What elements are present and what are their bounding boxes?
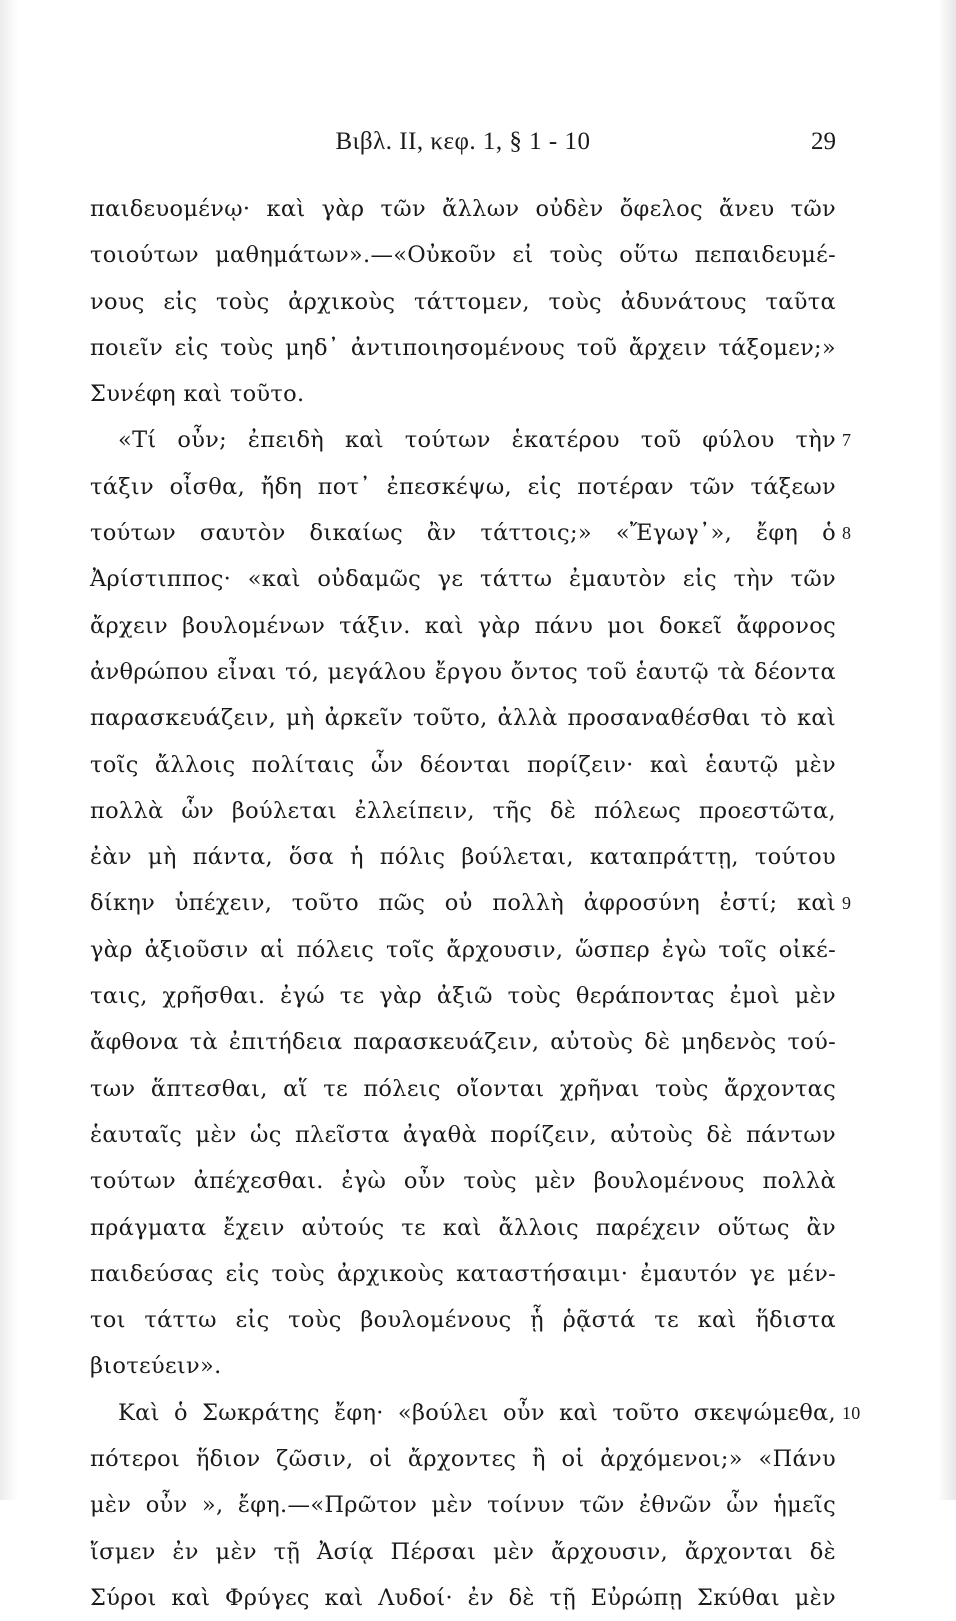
text-line: Συνέφη καὶ τοῦτο. <box>90 381 305 408</box>
text-line: ἴσμεν ἐν μὲν τῇ Ἀσίᾳ Πέρσαι μὲν ἄρχουσιν, ἄρχονται δὲ <box>90 1538 836 1565</box>
text-line: ἀνθρώπου εἶναι τό, μεγάλου ἔργου ὄντος τοῦ ἑαυτῷ τὰ δέοντα <box>90 658 836 685</box>
text-line: ταις, χρῆσθαι. ἐγώ τε γὰρ ἀξιῶ τοὺς θεράποντας ἐμοὶ μὲν <box>90 983 836 1010</box>
text-line: πράγματα ἔχειν αὐτούς τε καὶ ἄλλοις παρέχειν οὕτως ἂν <box>90 1214 836 1241</box>
text-line: νους εἰς τοὺς ἀρχικοὺς τάττομεν, τοὺς ἀδυνάτους ταῦτα <box>90 288 836 315</box>
text-line: Σύροι καὶ Φρύγες καὶ Λυδοί· ἐν δὲ τῇ Εὐρώπῃ Σκύθαι μὲν <box>90 1584 836 1611</box>
text-line: ἐὰν μὴ πάντα, ὅσα ἡ πόλις βούλεται, καταπράττῃ, τούτου <box>90 844 836 871</box>
text-line: παρασκευάζειν, μὴ ἀρκεῖν τοῦτο, ἀλλὰ προσαναθέσθαι τὸ καὶ <box>90 705 836 732</box>
section-number: 10 <box>842 1402 861 1423</box>
running-head: Βιβλ. II, κεφ. 1, § 1 - 10 <box>335 128 591 155</box>
text-line: «Τί οὖν; ἐπειδὴ καὶ τούτων ἑκατέρου τοῦ φύλου τὴν 7 <box>90 417 836 463</box>
text-line: Ἀρίστιππος· «καὶ οὐδαμῶς γε τάττω ἐμαυτὸν εἰς τὴν τῶν <box>90 566 836 593</box>
text-line: τούτων ἀπέχεσθαι. ἐγὼ οὖν τοὺς μὲν βουλομένους πολλὰ <box>90 1168 836 1195</box>
page-number: 29 <box>811 128 836 155</box>
text-line: ἄρχειν βουλομένων τάξιν. καὶ γὰρ πάνυ μοι δοκεῖ ἄφρονος <box>90 612 836 639</box>
text-line: παιδευομένῳ· καὶ γὰρ τῶν ἄλλων οὐδὲν ὄφελος ἄνευ τῶν <box>90 196 836 222</box>
text-line: τοιούτων μαθημάτων».—«Οὐκοῦν εἰ τοὺς οὕτω πεπαιδευμέ- <box>90 242 836 269</box>
section-number: 8 <box>842 523 852 544</box>
text-line: Καὶ ὁ Σωκράτης ἔφη· «βούλει οὖν καὶ τοῦτο σκεψώμεθα, 10 <box>90 1390 836 1436</box>
text-line: πολλὰ ὧν βούλεται ἐλλείπειν, τῆς δὲ πόλεως προεστῶτα, <box>90 797 836 824</box>
text-line: παιδεύσας εἰς τοὺς ἀρχικοὺς καταστήσαιμι· ἐμαυτόν γε μέν- <box>90 1260 836 1287</box>
body-text <box>90 186 861 1621</box>
section-number: 9 <box>842 893 852 914</box>
text-line: τοῖς ἄλλοις πολίταις ὧν δέονται πορίζειν· καὶ ἑαυτῷ μὲν <box>90 751 836 778</box>
text-line: πότεροι ἥδιον ζῶσιν, οἱ ἄρχοντες ἢ οἱ ἀρχόμενοι;» «Πάνυ <box>90 1446 836 1473</box>
text-line: τάξιν οἶσθα, ἤδη ποτ᾽ ἐπεσκέψω, εἰς ποτέραν τῶν τάξεων <box>90 473 836 500</box>
section-number: 7 <box>842 430 852 451</box>
text-line: γὰρ ἀξιοῦσιν αἱ πόλεις τοῖς ἄρχουσιν, ὥσπερ ἐγὼ τοῖς οἰκέ- <box>90 936 836 963</box>
text-line: μὲν οὖν », ἔφη.—«Πρῶτον μὲν τοίνυν τῶν ἐθνῶν ὧν ἡμεῖς <box>90 1492 836 1519</box>
text-line: ἄφθονα τὰ ἐπιτήδεια παρασκευάζειν, αὐτοὺς δὲ μηδενὸς τού- <box>90 1029 836 1056</box>
text-line: των ἅπτεσθαι, αἵ τε πόλεις οἴονται χρῆναι τοὺς ἄρχοντας <box>90 1075 836 1102</box>
page-header <box>90 128 836 168</box>
text-line: δίκην ὑπέχειν, τοῦτο πῶς οὐ πολλὴ ἀφροσύνη ἐστί; καὶ 9 <box>90 880 836 926</box>
text-line: ποιεῖν εἰς τοὺς μηδ᾽ ἀντιποιησομένους τοῦ ἄρχειν τάξομεν;» <box>90 334 836 361</box>
text-line: βιοτεύειν». <box>90 1353 222 1380</box>
text-line: τούτων σαυτὸν δικαίως ἂν τάττοις;» «Ἔγωγ᾽», ἔφη ὁ 8 <box>90 510 836 556</box>
text-line: τοι τάττω εἰς τοὺς βουλομένους ᾗ ῥᾷστά τε καὶ ἥδιστα <box>90 1307 836 1334</box>
text-line: ἑαυταῖς μὲν ὡς πλεῖστα ἀγαθὰ πορίζειν, αὐτοὺς δὲ πάντων <box>90 1121 836 1148</box>
